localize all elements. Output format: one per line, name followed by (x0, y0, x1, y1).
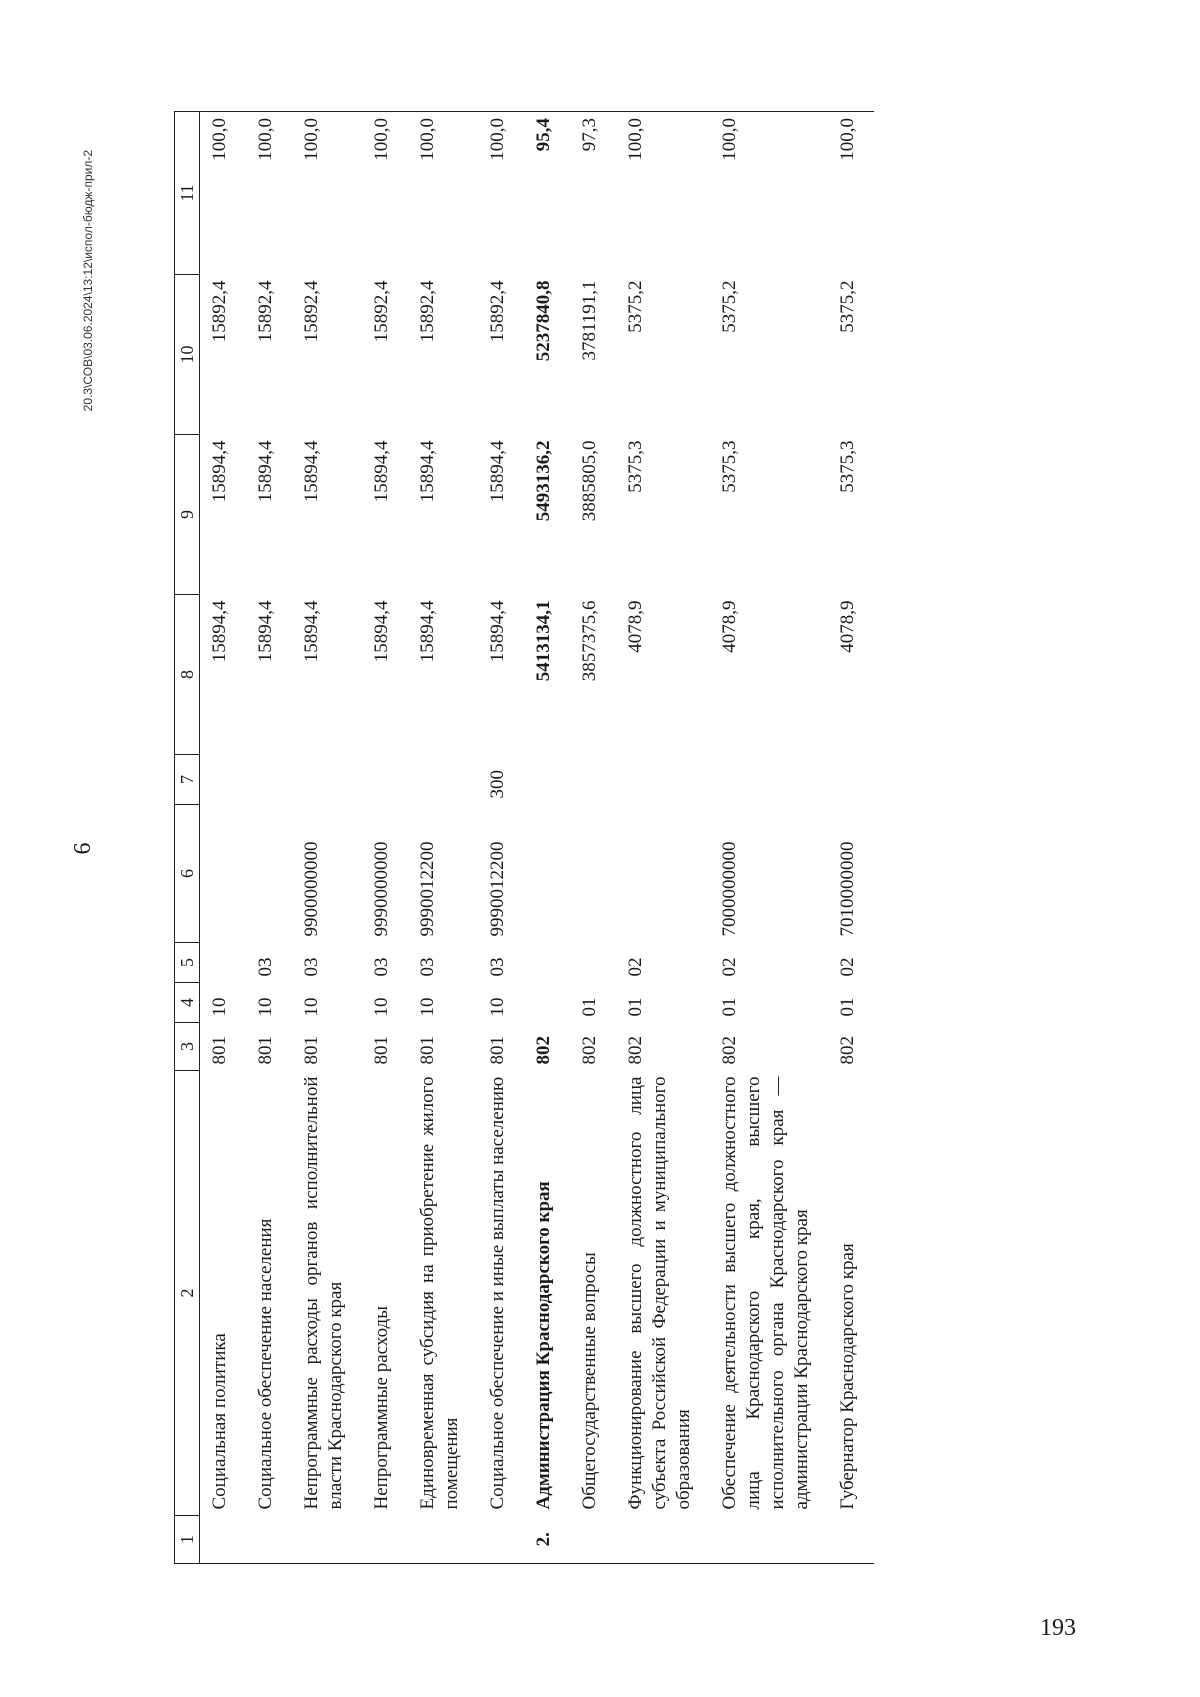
cell-percent: 100,0 (478, 112, 524, 275)
cell-exptype: 300 (487, 770, 508, 799)
cell-subsection: 02 (719, 957, 740, 977)
col-header: 9 (175, 435, 200, 595)
cell-actual: 15892,4 (209, 280, 230, 343)
col-header: 6 (175, 805, 200, 943)
cell-ministry: 801 (209, 1036, 230, 1065)
row-index (408, 1516, 478, 1564)
row-index (478, 1516, 524, 1564)
cell-target: 7010000000 (837, 841, 858, 937)
cell-exptype (246, 755, 292, 805)
table-row (524, 112, 570, 1564)
table-row (408, 112, 478, 1564)
cell-approved: 4078,9 (719, 600, 740, 653)
cell-subsection (570, 943, 616, 983)
cell-subsection: 02 (625, 957, 646, 977)
cell-approved: 15894,4 (487, 600, 508, 663)
cell-actual: 15892,4 (255, 280, 276, 343)
sheet-number: 193 (1040, 1615, 1076, 1641)
cell-section: 01 (719, 997, 740, 1017)
cell-exptype (200, 755, 247, 805)
cell-plan: 15894,4 (255, 440, 276, 503)
cell-ministry: 802 (625, 1036, 646, 1065)
col-header: 2 (175, 1071, 200, 1516)
col-header: 10 (175, 275, 200, 435)
cell-plan: 15894,4 (371, 440, 392, 503)
cell-target (616, 805, 710, 943)
cell-approved: 15894,4 (255, 600, 276, 663)
cell-percent: 100,0 (616, 112, 710, 275)
col-header: 4 (175, 983, 200, 1023)
cell-ministry: 802 (837, 1036, 858, 1065)
cell-actual: 3781191,1 (579, 280, 600, 361)
cell-ministry: 802 (533, 1036, 554, 1065)
cell-section: 10 (301, 997, 322, 1017)
table-row (292, 112, 362, 1564)
cell-plan: 15894,4 (209, 440, 230, 503)
cell-exptype (616, 755, 710, 805)
cell-approved: 15894,4 (417, 600, 438, 663)
cell-exptype (524, 755, 570, 805)
table-row (828, 112, 874, 1564)
cell-approved: 4078,9 (837, 600, 858, 653)
cell-section: 10 (209, 997, 230, 1017)
cell-plan: 5493136,2 (533, 440, 554, 522)
row-name: Обеспечение деятельности высшего должностного лица Краснодарского края, высшего исполнительного органа Краснодарского края — администрации Краснодарского края (719, 1076, 812, 1510)
row-name: Губернатор Краснодарского края (837, 1243, 858, 1510)
row-index (710, 1516, 828, 1564)
cell-actual: 5375,2 (625, 280, 646, 333)
cell-target: 7000000000 (719, 841, 740, 937)
cell-ministry: 801 (487, 1036, 508, 1065)
cell-approved: 15894,4 (301, 600, 322, 663)
table-row (200, 112, 247, 1564)
cell-target: 9990012200 (487, 841, 508, 937)
cell-percent: 100,0 (828, 112, 874, 275)
cell-percent: 95,4 (524, 112, 570, 275)
cell-plan: 15894,4 (417, 440, 438, 503)
cell-exptype (292, 755, 362, 805)
row-name: Единовременная субсидия на приобретение жилого помещения (417, 1076, 462, 1510)
cell-section: 01 (625, 997, 646, 1017)
cell-section: 01 (837, 997, 858, 1017)
cell-target (246, 805, 292, 943)
cell-actual: 15892,4 (371, 280, 392, 343)
cell-actual: 5375,2 (719, 280, 740, 333)
row-name: Социальное обеспечение и иные выплаты населению (487, 1076, 508, 1510)
cell-actual: 5237840,8 (533, 280, 554, 362)
cell-target (570, 805, 616, 943)
row-name: Непрограммные расходы органов исполнительной власти Краснодарского края (301, 1076, 346, 1510)
cell-plan: 5375,3 (837, 440, 858, 493)
col-header: 8 (175, 595, 200, 755)
row-name: Непрограммные расходы (371, 1306, 392, 1510)
cell-exptype (570, 755, 616, 805)
row-index (246, 1516, 292, 1564)
row-name: Функционирование высшего должностного лица субъекта Российской Федерации и муниципального образования (625, 1076, 694, 1510)
row-index (200, 1516, 247, 1564)
cell-section: 10 (417, 997, 438, 1017)
cell-ministry: 801 (417, 1036, 438, 1065)
cell-subsection: 03 (417, 957, 438, 977)
budget-table (174, 111, 874, 1564)
cell-approved: 3857375,6 (579, 600, 600, 682)
cell-percent: 100,0 (200, 112, 247, 275)
cell-plan: 15894,4 (487, 440, 508, 503)
cell-section: 01 (579, 997, 600, 1017)
cell-subsection (524, 943, 570, 983)
cell-actual: 15892,4 (487, 280, 508, 343)
table-row (570, 112, 616, 1564)
cell-section: 10 (487, 997, 508, 1017)
cell-subsection: 03 (371, 957, 392, 977)
cell-approved: 15894,4 (371, 600, 392, 663)
cell-actual: 15892,4 (301, 280, 322, 343)
cell-target (200, 805, 247, 943)
cell-target: 9900000000 (301, 841, 322, 937)
cell-target (524, 805, 570, 943)
row-index (362, 1516, 408, 1564)
cell-approved: 4078,9 (625, 600, 646, 653)
cell-approved: 5413134,1 (533, 600, 554, 682)
cell-target: 9990000000 (371, 841, 392, 937)
cell-approved: 15894,4 (209, 600, 230, 663)
col-header: 1 (175, 1516, 200, 1564)
row-name: Администрация Краснодарского края (533, 1181, 554, 1510)
table-row (616, 112, 710, 1564)
file-stamp: 20.3\СОВ\03.06.2024\13:12\испол-бюдж-прил-2 (81, 150, 95, 412)
cell-ministry: 801 (371, 1036, 392, 1065)
cell-section: 10 (371, 997, 392, 1017)
table-row (246, 112, 292, 1564)
cell-subsection: 03 (487, 957, 508, 977)
cell-ministry: 802 (719, 1036, 740, 1065)
cell-exptype (828, 755, 874, 805)
cell-ministry: 801 (255, 1036, 276, 1065)
row-index (616, 1516, 710, 1564)
cell-subsection: 03 (301, 957, 322, 977)
row-name: Общегосударственные вопросы (579, 1252, 600, 1510)
cell-exptype (710, 755, 828, 805)
col-header: 7 (175, 755, 200, 805)
cell-percent: 97,3 (570, 112, 616, 275)
column-number-row (175, 112, 200, 1564)
cell-target: 9990012200 (417, 841, 438, 937)
col-header: 3 (175, 1023, 200, 1071)
col-header: 11 (175, 112, 200, 275)
cell-subsection: 02 (837, 957, 858, 977)
cell-percent: 100,0 (362, 112, 408, 275)
row-index (292, 1516, 362, 1564)
table-row (710, 112, 828, 1564)
cell-percent: 100,0 (408, 112, 478, 275)
cell-section: 10 (255, 997, 276, 1017)
table-row (478, 112, 524, 1564)
col-header: 5 (175, 943, 200, 983)
cell-percent: 100,0 (246, 112, 292, 275)
cell-percent: 100,0 (710, 112, 828, 275)
page-number: 6 (70, 842, 96, 855)
cell-subsection: 03 (255, 957, 276, 977)
cell-ministry: 802 (579, 1036, 600, 1065)
cell-plan: 15894,4 (301, 440, 322, 503)
cell-subsection (200, 943, 247, 983)
cell-plan: 5375,3 (625, 440, 646, 493)
row-name: Социальное обеспечение населения (255, 1218, 276, 1510)
cell-exptype (408, 755, 478, 805)
cell-actual: 15892,4 (417, 280, 438, 343)
row-index: 2. (524, 1516, 570, 1564)
row-index (570, 1516, 616, 1564)
cell-section (524, 983, 570, 1023)
cell-ministry: 801 (301, 1036, 322, 1065)
cell-exptype (362, 755, 408, 805)
cell-percent: 100,0 (292, 112, 362, 275)
row-name: Социальная политика (209, 1333, 230, 1510)
cell-plan: 5375,3 (719, 440, 740, 493)
table-row (362, 112, 408, 1564)
row-index (828, 1516, 874, 1564)
cell-plan: 3885805,0 (579, 440, 600, 522)
cell-actual: 5375,2 (837, 280, 858, 333)
